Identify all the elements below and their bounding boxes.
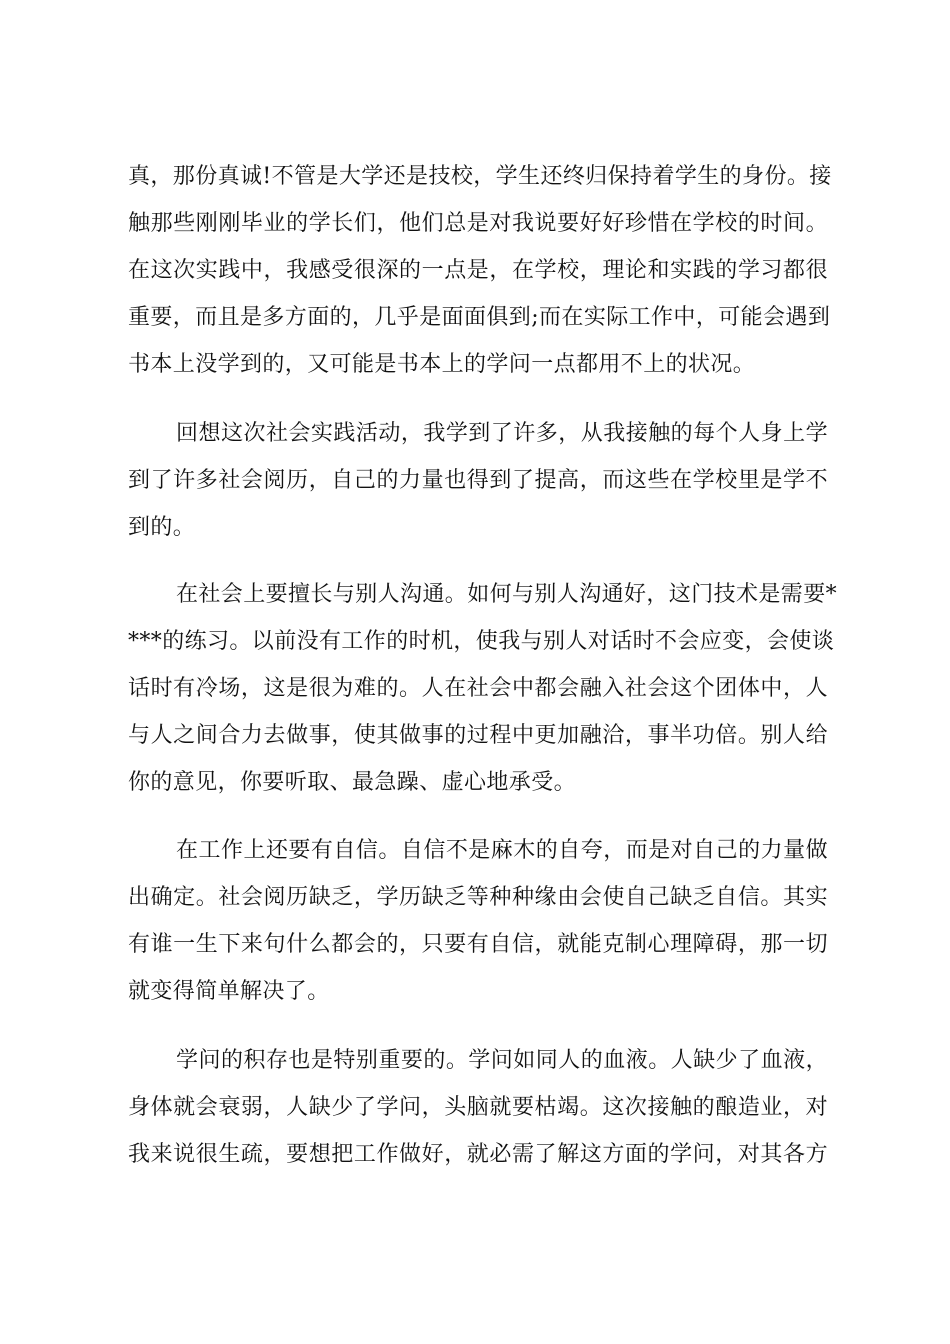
text-line-12: 与人之间合力去做事，使其做事的过程中更加融洽，事半功倍。别人给 xyxy=(128,723,828,748)
text-line-15: 出确定。社会阅历缺乏，学历缺乏等种种缘由会使自己缺乏自信。其实 xyxy=(128,885,828,910)
text-line-16: 有谁一生下来句什么都会的，只要有自信，就能克制心理障碍，那一切 xyxy=(128,932,828,957)
text-line-4: 重要，而且是多方面的，几乎是面面俱到;而在实际工作中，可能会遇到 xyxy=(128,305,831,330)
text-line-20: 我来说很生疏，要想把工作做好，就必需了解这方面的学问，对其各方 xyxy=(128,1142,828,1167)
text-line-9: 在社会上要擅长与别人沟通。如何与别人沟通好，这门技术是需要* xyxy=(176,582,838,607)
text-line-1: 真，那份真诚!不管是大学还是技校，学生还终归保持着学生的身份。接 xyxy=(128,164,832,189)
text-line-7: 到了许多社会阅历，自己的力量也得到了提高，而这些在学校里是学不 xyxy=(128,468,828,493)
text-line-8: 到的。 xyxy=(128,515,196,540)
text-line-5: 书本上没学到的，又可能是书本上的学问一点都用不上的状况。 xyxy=(128,352,756,377)
text-line-17: 就变得简单解决了。 xyxy=(128,979,330,1004)
text-line-19: 身体就会衰弱，人缺少了学问，头脑就要枯竭。这次接触的酿造业，对 xyxy=(128,1095,828,1120)
text-line-14: 在工作上还要有自信。自信不是麻木的自夸，而是对自己的力量做 xyxy=(176,838,828,863)
text-line-3: 在这次实践中，我感受很深的一点是，在学校，理论和实践的学习都很 xyxy=(128,258,828,283)
text-line-18: 学问的积存也是特别重要的。学问如同人的血液。人缺少了血液， xyxy=(176,1048,828,1073)
text-line-6: 回想这次社会实践活动，我学到了许多，从我接触的每个人身上学 xyxy=(176,421,828,446)
text-line-13: 你的意见，你要听取、最急躁、虚心地承受。 xyxy=(128,770,577,795)
text-line-10: ***的练习。以前没有工作的时机，使我与别人对话时不会应变，会使谈 xyxy=(128,629,835,654)
text-line-2: 触那些刚刚毕业的学长们，他们总是对我说要好好珍惜在学校的时间。 xyxy=(128,211,828,236)
text-line-11: 话时有冷场，这是很为难的。人在社会中都会融入社会这个团体中，人 xyxy=(128,676,828,701)
